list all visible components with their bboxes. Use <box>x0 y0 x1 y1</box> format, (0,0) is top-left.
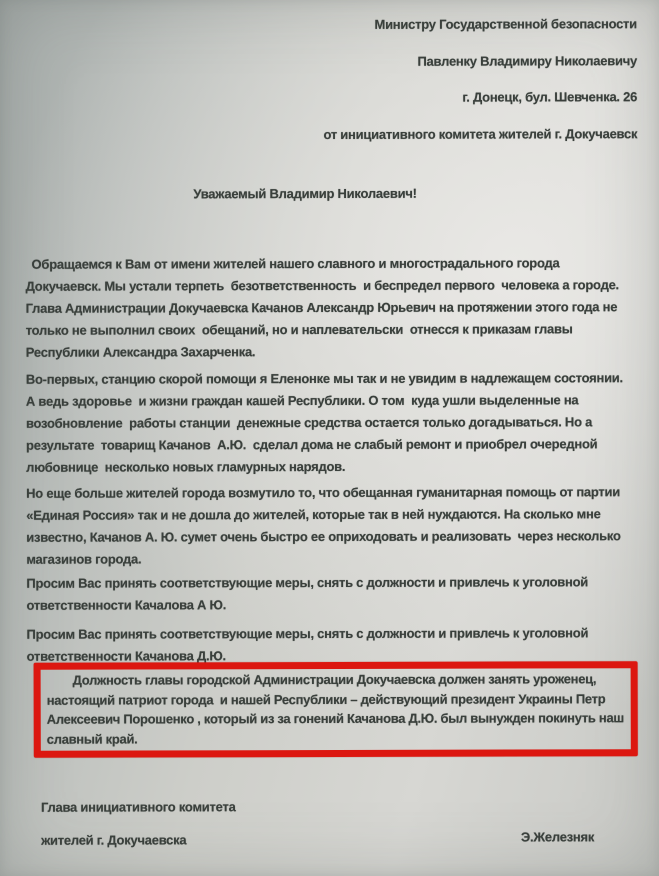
paragraph: Просим Вас принять соответствующие меры, снять с должности и привлечь к уголовной ответственности Качалова А Ю. <box>26 574 589 613</box>
signature-name: Э.Железняк <box>521 829 595 845</box>
greeting-line: Уважаемый Владимир Николаевич! <box>193 185 417 202</box>
red-annotation-box: Должность главы городской Администрации Докучаевска должен занять уроженец, настоящий патриот города и нашей Республики – действующий президент Украины Петр Алексеевич Порошенко , который из за гонений Качанова Д.Ю. был вынужден покинуть наш славный край. <box>34 661 638 758</box>
paragraph: Но еще больше жителей города возмутило то, что обещанная гуманитарная помощь от партии «Единая Россия» так и не дошла до жителей, которые так в ней нуждаются. На сколько мне известно, Качанов А. Ю. сумет очень быстро ее оприходовать и реализовать через несколько магазинов города. <box>26 484 621 567</box>
paragraph: Просим Вас принять соответствующие меры, снять с должности и привлечь к уголовной ответственности Качанова Д.Ю. <box>26 625 589 664</box>
letter-body <box>26 247 641 668</box>
signature-role-block: Глава инициативного комитета жителей г. Докучаевска <box>40 799 236 848</box>
paragraph: Обращаемся к Вам от имени жителей нашего славного и многострадального города Докучаевск. Мы устали терпеть безответственность и беспредел первого человека а городе. Глава Администрации Докучаевска Качанов Александр Юрьевич на протяжении этого года не только не выполнил своих обещаний, но и наплевательски отнесся к приказам главы Республики Александра Захарченка. <box>25 255 619 360</box>
addressee-block: Министру Государственной безопасности Павленку Владимиру Николаевичу г. Донецк, бул. Шевченка. 26 от инициативного комитета жителей г. Докучаевск <box>323 16 638 142</box>
paragraph: Во-первых, станцию скорой помощи я Еленонке мы так и не увидим в надлежащем состоянии. А ведь здоровье и жизни граждан кашей Республики. О том куда ушли выделенные на возобновление работы станции денежные средства остается только догадываться. Но а результате товарищ Качанов А.Ю. сделал дома не слабый ремонт и приобрел очередной любовнице несколько новых гламурных нарядов. <box>25 370 623 475</box>
